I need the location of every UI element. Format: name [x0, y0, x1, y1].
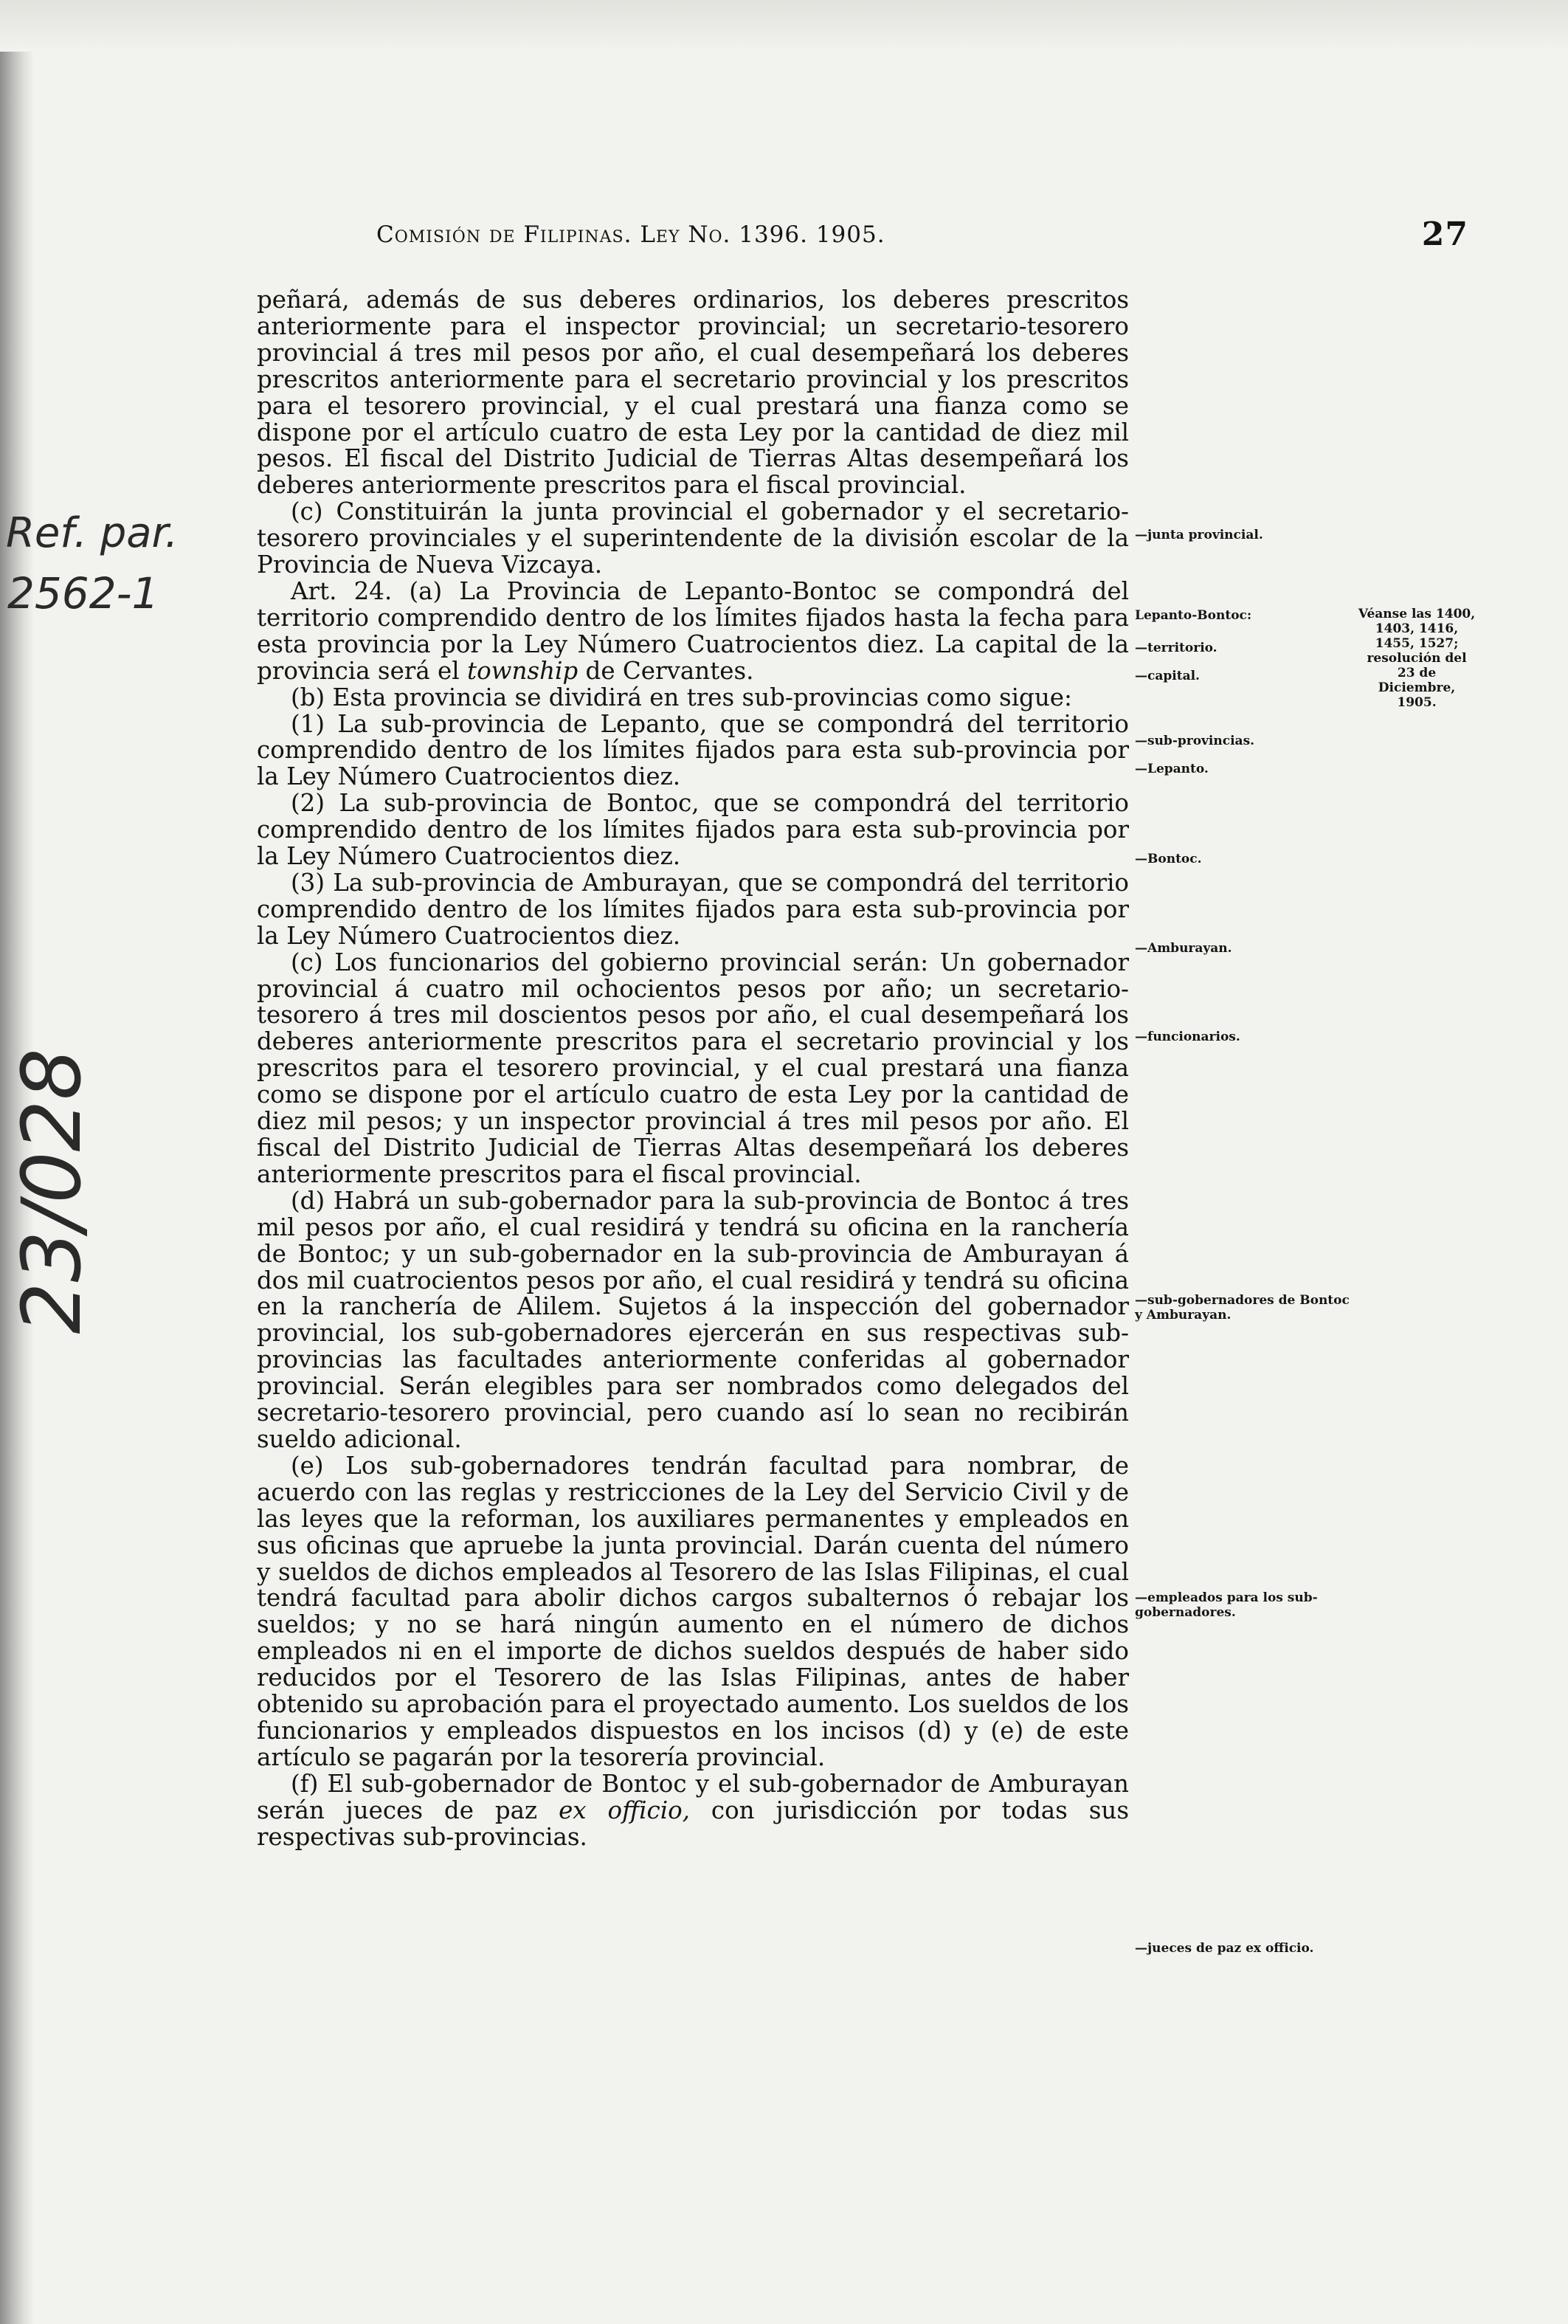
italic-term: township: [467, 656, 578, 685]
text-run: (f) El sub-gobernador de Bontoc y el sub-gobernador de Amburayan serán jueces de paz: [257, 1769, 1129, 1824]
margin-note-capital: —capital.: [1135, 669, 1200, 683]
running-title: Comisión de Filipinas. Ley No. 1396. 1905.: [376, 221, 885, 248]
margin-note-bontoc: —Bontoc.: [1135, 852, 1202, 866]
paragraph-2-bontoc: (2) La sub-provincia de Bontoc, que se compondrá del territorio comprendido dentro de los límites fijados para esta sub-provincia por la Ley Número Cuatrocientos diez.: [257, 789, 1129, 871]
text-run: con jurisdicción por todas sus respectivas sub-provincias.: [257, 1796, 1130, 1851]
text-run: de Cervantes.: [578, 656, 754, 685]
margin-note-lepanto-bontoc: Lepanto-Bontoc:: [1135, 608, 1252, 623]
margin-note-empleados: —empleados para los sub-gobernadores.: [1135, 1590, 1318, 1620]
paragraph-art-24-a: [257, 576, 1129, 685]
paragraph-e-empleados: (e) Los sub-gobernadores tendrán facultad para nombrar, de acuerdo con las reglas y restricciones de la Ley del Servicio Civil y de las leyes que la reforman, los auxiliares permanentes y empleados en sus oficinas que apruebe la junta provincial. Darán cuenta del número y sueldos de dichos empleados al Tesorero de las Islas Filipinas, el cual tendrá facultad para abolir dichos cargos subalternos ó rebajar los sueldos; y no se hará ningún aumento en el número de dichos empleados ni en el importe de dichos sueldos después de haber sido reducidos por el Tesorero de las Islas Filipinas, antes de haber obtenido su aprobación para el proyectado aumento. Los sueldos de los funcionarios y empleados dispuestos en los incisos (d) y (e) de este artículo se pagarán por la tesorería provincial.: [257, 1451, 1129, 1771]
margin-note-lepanto: —Lepanto.: [1135, 762, 1209, 776]
paragraph-b: (b) Esta provincia se dividirá en tres sub-provincias como sigue:: [291, 683, 1072, 711]
margin-note-amburayan: —Amburayan.: [1135, 941, 1232, 956]
paragraph-1-lepanto: (1) La sub-provincia de Lepanto, que se compondrá del territorio comprendido dentro de los límites fijados para esta sub-provincia por la Ley Número Cuatrocientos diez.: [257, 709, 1129, 791]
margin-note-subgobernadores: —sub-gobernadores de Bontoc y Amburayan.: [1135, 1293, 1350, 1323]
handwritten-reference: Ref. par.: [6, 509, 179, 557]
cross-reference-note: Véanse las 1400, 1403, 1416, 1455, 1527; resolución del 23 de Diciembre, 1905.: [1358, 607, 1476, 710]
paragraph-junta-provincial: (c) Constituirán la junta provincial el gobernador y el secretario-tesorero provinciales y el superintendente de la división escolar de la Provincia de Nueva Vizcaya.: [257, 497, 1129, 579]
handwritten-reference-number: 2562-1: [7, 568, 159, 618]
italic-term: ex officio,: [559, 1796, 691, 1824]
page-number: 27: [1421, 215, 1468, 253]
margin-note-funcionarios: —funcionarios.: [1135, 1030, 1240, 1044]
margin-note-subprovincias: —sub-provincias.: [1135, 734, 1255, 748]
paragraph-c-funcionarios: (c) Los funcionarios del gobierno provincial serán: Un gobernador provincial á cuatro mil ochocientos pesos por año; un secretario-tesorero á tres mil doscientos pesos por año, el cual desempeñará los deberes anteriormente prescritos para el secretario provincial y los prescritos para el tesorero provincial, y el cual prestará una fianza como se dispone por el artículo cuatro de esta Ley por la cantidad de diez mil pesos; y un inspector provincial á tres mil pesos por año. El fiscal del Distrito Judicial de Tierras Altas desempeñará los deberes anteriormente prescritos para el fiscal provincial.: [257, 948, 1129, 1188]
main-text: [257, 287, 1129, 1850]
handwritten-vertical-number: 23/028: [4, 1048, 99, 1334]
page-header: [376, 215, 1468, 260]
margin-note-territorio: —territorio.: [1135, 641, 1218, 655]
text-run: Art. 24. (a) La Provincia de Lepanto-Bontoc se compondrá del territorio comprendido dentro de los límites fijados hasta la fecha para esta provincia por la Ley Número Cuatrocientos diez. La capital de la provincia será el: [257, 576, 1129, 685]
scan-top-shading: [0, 0, 1568, 52]
paragraph-f-jueces: [257, 1771, 1129, 1851]
paragraph-continuation: peñará, además de sus deberes ordinarios, los deberes prescritos anteriormente para el inspector provincial; un secretario-tesorero provincial á tres mil pesos por año, el cual desempeñará los deberes prescritos anteriormente para el secretario provincial y los prescritos para el tesorero provincial, y el cual prestará una fianza como se dispone por el artículo cuatro de esta Ley por la cantidad de diez mil pesos. El fiscal del Distrito Judicial de Tierras Altas desempeñará los deberes anteriormente prescritos para el fiscal provincial.: [257, 286, 1129, 500]
margin-note-jueces: —jueces de paz ex officio.: [1135, 1941, 1314, 1956]
paragraph-3-amburayan: (3) La sub-provincia de Amburayan, que se compondrá del territorio comprendido dentro de los límites fijados para esta sub-provincia por la Ley Número Cuatrocientos diez.: [257, 868, 1129, 950]
paragraph-d-subgobernador: (d) Habrá un sub-gobernador para la sub-provincia de Bontoc á tres mil pesos por año, el cual residirá y tendrá su oficina en la ranchería de Bontoc; y un sub-gobernador en la sub-provincia de Amburayan á dos mil cuatrocientos pesos por año, el cual residirá y tendrá su oficina en la ranchería de Alilem. Sujetos á la inspección del gobernador provincial, los sub-gobernadores ejercerán en sus respectivas sub-provincias las facultades anteriormente conferidas al gobernador provincial. Serán elegibles para ser nombrados como delegados del secretario-tesorero provincial, pero cuando así lo sean no recibirán sueldo adicional.: [257, 1186, 1129, 1453]
margin-note-junta: —junta provincial.: [1135, 528, 1263, 542]
